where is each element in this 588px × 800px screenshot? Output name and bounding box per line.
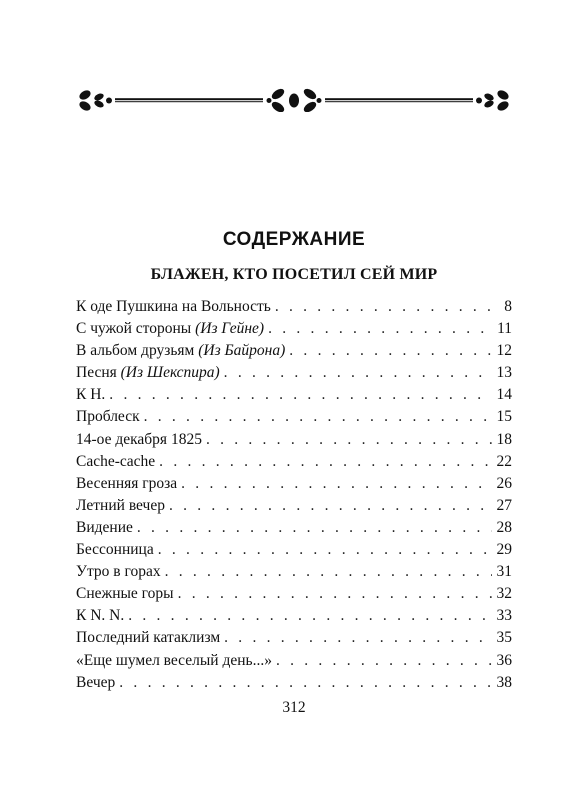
toc-entry-title-text: К Н. xyxy=(76,386,106,404)
toc-entry[interactable] xyxy=(76,318,512,340)
toc-entry-page: 27 xyxy=(496,496,512,514)
toc-entry-title xyxy=(76,561,161,583)
toc-entry-title xyxy=(76,406,140,428)
toc-entry-subtitle: (Из Шекспира) xyxy=(120,364,220,382)
floral-divider-icon xyxy=(75,88,513,112)
toc-entry[interactable] xyxy=(76,406,512,428)
toc-entry-title xyxy=(76,627,220,649)
toc-entry-title-text: «Еще шумел веселый день...» xyxy=(76,651,272,669)
toc-entry[interactable] xyxy=(76,583,512,605)
toc-entry-page: 22 xyxy=(496,452,512,470)
toc-entry-page: 33 xyxy=(496,607,512,625)
toc-entry-page: 18 xyxy=(496,430,512,448)
toc-entry-title-text: Снежные горы xyxy=(76,585,174,603)
toc-entry-page: 32 xyxy=(496,585,512,603)
toc-leader-dots xyxy=(169,495,492,517)
toc-entry-title xyxy=(76,583,174,605)
toc-entry[interactable] xyxy=(76,650,512,672)
toc-entry-title-text: Песня xyxy=(76,364,121,382)
toc-entry-title xyxy=(76,362,220,384)
page-title: СОДЕРЖАНИЕ xyxy=(222,229,366,250)
toc-entry-title xyxy=(76,296,271,318)
toc-entry-page: 11 xyxy=(497,320,512,338)
toc-entry-title-text: 14-ое декабря 1825 xyxy=(76,430,202,448)
toc-leader-dots xyxy=(178,583,492,605)
toc-entry-title xyxy=(76,650,272,672)
toc-entry-title xyxy=(76,605,124,627)
toc-entry-page: 14 xyxy=(496,386,512,404)
toc-entry-title-text: В альбом друзьям xyxy=(76,342,199,360)
toc-entry-title-text: Последний катаклизм xyxy=(76,629,221,647)
toc-entry-page: 28 xyxy=(496,518,512,536)
toc-entry-subtitle: (Из Гейне) xyxy=(195,320,265,338)
toc-entry-title-text: Весенняя гроза xyxy=(76,474,178,492)
toc-leader-dots xyxy=(165,561,492,583)
toc-entry-title-text: К N. N. xyxy=(76,607,125,625)
toc-entry-page: 35 xyxy=(496,629,512,647)
toc-entry-title xyxy=(76,384,105,406)
toc-entry-title xyxy=(76,495,165,517)
toc-entry-page: 13 xyxy=(496,364,512,382)
toc-entry[interactable] xyxy=(76,605,512,627)
toc-entry-page: 8 xyxy=(504,298,512,315)
toc-leader-dots xyxy=(119,672,492,694)
toc-entry-title-text: Летний вечер xyxy=(76,496,165,514)
toc-entry[interactable] xyxy=(76,627,512,649)
toc-entry-title-text: Бессонница xyxy=(76,541,154,559)
toc-leader-dots xyxy=(289,340,492,362)
toc-entry-page: 26 xyxy=(496,474,512,492)
toc-entry[interactable] xyxy=(76,429,512,451)
toc-leader-dots xyxy=(224,627,492,649)
toc-leader-dots xyxy=(206,429,492,451)
toc-entry[interactable] xyxy=(76,561,512,583)
toc-leader-dots xyxy=(275,296,492,318)
toc-leader-dots xyxy=(144,406,492,428)
table-of-contents xyxy=(76,296,512,694)
toc-leader-dots xyxy=(276,650,492,672)
toc-entry-title-text: Видение xyxy=(76,518,133,536)
toc-entry-title xyxy=(76,473,177,495)
toc-entry[interactable] xyxy=(76,296,512,318)
toc-entry-title xyxy=(76,429,202,451)
toc-entry-page: 36 xyxy=(496,651,512,669)
toc-leader-dots xyxy=(109,384,492,406)
toc-entry[interactable] xyxy=(76,340,512,362)
toc-entry-title xyxy=(76,318,264,340)
toc-entry[interactable] xyxy=(76,517,512,539)
toc-leader-dots xyxy=(158,539,492,561)
toc-entry-title-text: Утро в горах xyxy=(76,563,161,581)
toc-entry[interactable] xyxy=(76,495,512,517)
toc-entry-title xyxy=(76,539,154,561)
toc-entry-page: 15 xyxy=(496,408,512,426)
page-number: 312 xyxy=(282,699,306,716)
toc-entry[interactable] xyxy=(76,473,512,495)
toc-leader-dots xyxy=(268,318,492,340)
toc-entry-title-text: Проблеск xyxy=(76,408,140,426)
toc-leader-dots xyxy=(128,605,492,627)
toc-leader-dots xyxy=(181,473,492,495)
toc-entry-page: 29 xyxy=(496,541,512,559)
toc-entry-title-text: Вечер xyxy=(76,673,116,691)
toc-entry-title xyxy=(76,340,285,362)
toc-leader-dots xyxy=(224,362,492,384)
toc-entry-title xyxy=(76,517,133,539)
toc-entry[interactable] xyxy=(76,539,512,561)
section-title: БЛАЖЕН, КТО ПОСЕТИЛ СЕЙ МИР xyxy=(150,266,438,283)
toc-entry-title-text: Cache-cache xyxy=(76,452,156,470)
toc-entry-page: 31 xyxy=(496,563,512,581)
toc-entry-title xyxy=(76,672,115,694)
toc-leader-dots xyxy=(137,517,492,539)
toc-entry-title-text: К оде Пушкина на Вольность xyxy=(76,298,271,315)
toc-entry-title xyxy=(76,451,155,473)
toc-entry-subtitle: (Из Байрона) xyxy=(198,342,286,360)
toc-entry-page: 38 xyxy=(496,673,512,691)
toc-leader-dots xyxy=(159,451,492,473)
toc-entry[interactable] xyxy=(76,451,512,473)
toc-entry[interactable] xyxy=(76,672,512,694)
toc-entry[interactable] xyxy=(76,384,512,406)
toc-entry[interactable] xyxy=(76,362,512,384)
toc-entry-title-text: С чужой стороны xyxy=(76,320,196,338)
toc-entry-page: 12 xyxy=(496,342,512,360)
